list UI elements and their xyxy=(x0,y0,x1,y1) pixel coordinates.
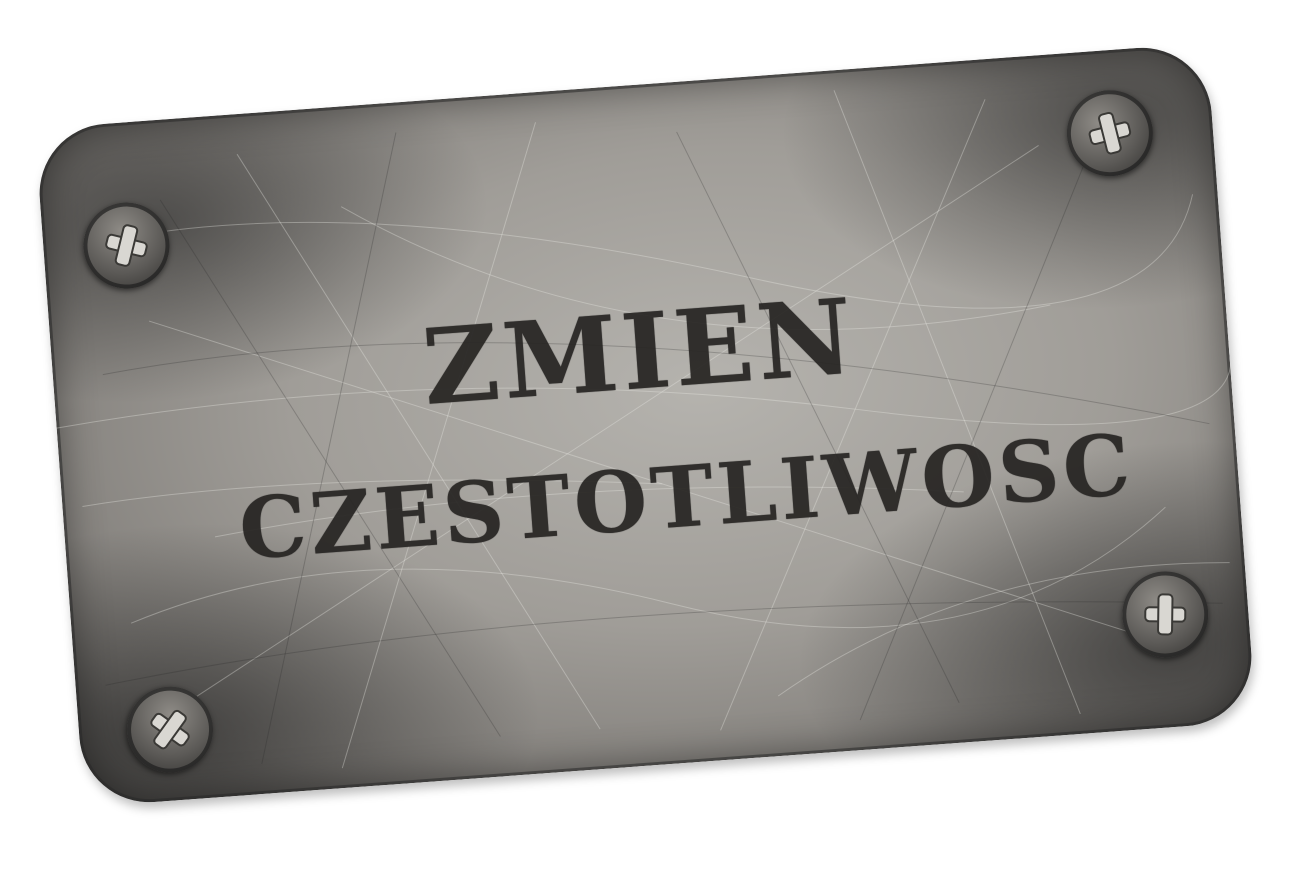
metal-plate xyxy=(35,43,1257,807)
sign-text-line-1: ZMIEN xyxy=(418,274,861,429)
sign-text-line-2: CZESTOTLIWOSC xyxy=(235,414,1138,579)
